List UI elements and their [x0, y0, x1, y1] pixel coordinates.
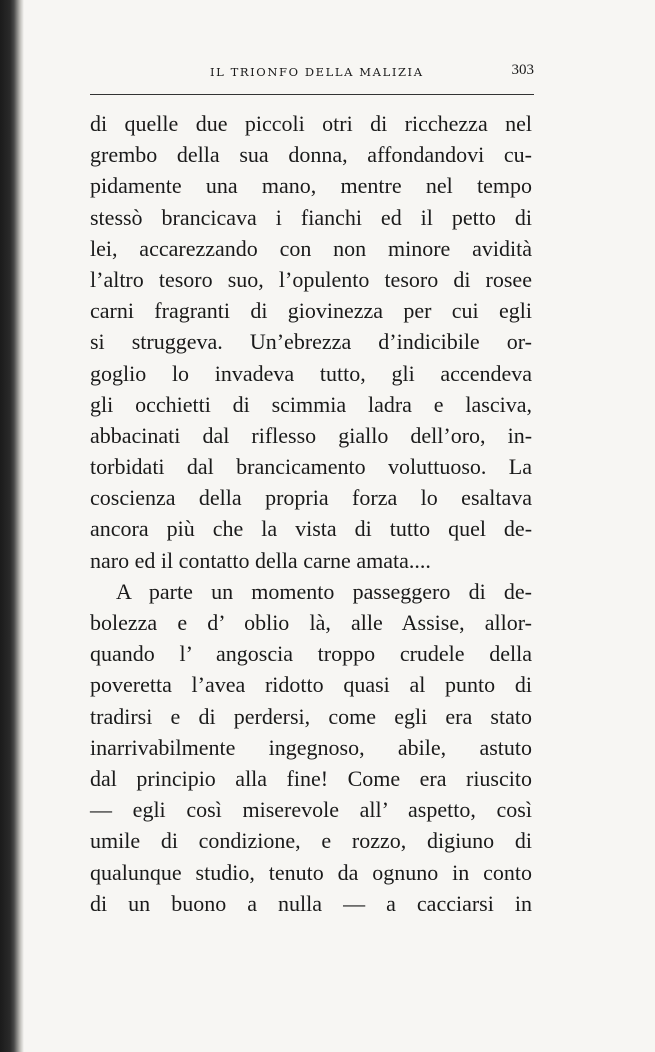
page-header — [90, 62, 540, 84]
text-line: di un buono a nulla — a cacciarsi in — [90, 890, 532, 916]
text-line: poveretta l’avea ridotto quasi al punto di — [90, 672, 532, 698]
text-line: stessò brancicava i fianchi ed il petto di — [90, 204, 532, 230]
text-line: lei, accarezzando con non minore avidità — [90, 235, 532, 261]
text-line: — egli così miserevole all’ aspetto, così — [90, 797, 532, 823]
paragraph-end-line: naro ed il contatto della carne amata.... — [90, 547, 431, 573]
text-line: abbacinati dal riflesso giallo dell’oro, in- — [90, 422, 533, 448]
text-line: umile di condizione, e rozzo, digiuno di — [90, 828, 533, 854]
text-line: si struggeva. Un’ebrezza d’indicibile or- — [90, 329, 532, 355]
body-text — [90, 108, 532, 919]
text-line: bolezza e d’ oblio là, alle Assise, allor- — [90, 610, 532, 635]
text-line: inarrivabilmente ingegnoso, abile, astuto — [90, 734, 532, 760]
text-line: l’altro tesoro suo, l’opulento tesoro di rosee — [90, 266, 532, 292]
text-line: di quelle due piccoli otri di ricchezza nel — [90, 111, 533, 136]
text-line: pidamente una mano, mentre nel tempo — [90, 173, 533, 199]
text-line: carni fragranti di giovinezza per cui egli — [90, 298, 532, 324]
paragraph-start-line: A parte un momento passeggero di de- — [116, 578, 533, 604]
text-line: qualunque studio, tenuto da ognuno in conto — [90, 859, 533, 885]
text-line: dal principio alla fine! Come era riuscito — [90, 765, 532, 791]
page-number: 303 — [511, 62, 534, 78]
text-line: ancora più che la vista di tutto quel de- — [90, 516, 533, 542]
text-line: coscienza della propria forza lo esaltava — [90, 485, 533, 511]
text-line: goglio lo invadeva tutto, gli accendeva — [90, 360, 532, 386]
running-title: IL TRIONFO DELLA MALIZIA — [210, 65, 424, 79]
text-line: gli occhietti di scimmia ladra e lasciva, — [90, 391, 532, 417]
text-line: quando l’ angoscia troppo crudele della — [90, 641, 533, 667]
text-line: torbidati dal brancicamento voluttuoso. La — [90, 454, 532, 480]
header-rule — [90, 94, 534, 95]
text-line: grembo della sua donna, affondandovi cu- — [90, 142, 532, 168]
text-line: tradirsi e di perdersi, come egli era stato — [90, 703, 532, 729]
book-binding-edge — [0, 0, 24, 1052]
